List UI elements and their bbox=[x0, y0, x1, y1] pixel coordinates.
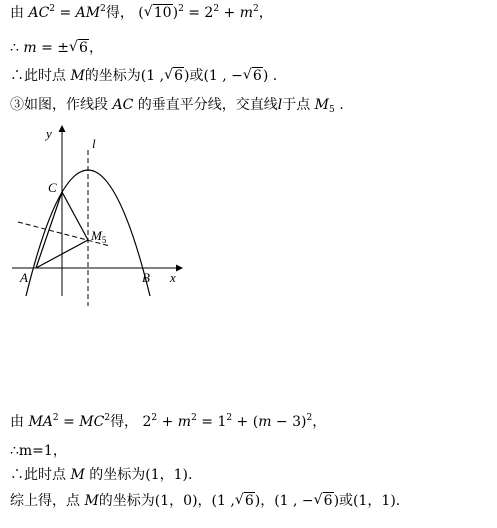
label-B: B bbox=[142, 270, 150, 285]
equation-line-5: 由 $MA^2 = MC^2$得， $2^2 + m^2 = 1^2 + (m - 3)^2$， bbox=[10, 413, 327, 430]
label-A: A bbox=[20, 270, 28, 285]
text-de: 得， bbox=[105, 5, 134, 21]
text-line-7: ∴此时点 M 的坐标为(1，1). bbox=[10, 467, 193, 483]
geometry-figure bbox=[8, 118, 193, 313]
label-C: C bbox=[48, 180, 57, 195]
label-y: y bbox=[46, 126, 52, 141]
label-x: x bbox=[170, 270, 176, 285]
text-line-6: ∴m=1， bbox=[10, 443, 67, 459]
equation-line-2: ∴ m = ±√ 6， bbox=[10, 39, 103, 57]
sqrt-10: √ 10 bbox=[144, 4, 173, 22]
text-line-4: ③如图，作线段 AC 的垂直平分线，交直线l于点 $M_5$ . bbox=[10, 97, 344, 115]
label-l: l bbox=[92, 136, 96, 151]
text-line-3: ∴此时点 M的坐标为(1 ,√ 6)或(1 , −√ 6) . bbox=[10, 67, 277, 85]
text-line-8: 综上得，点 M的坐标为(1，0)，(1 ,√ 6)，(1 , −√ 6)或(1，1). bbox=[10, 492, 400, 510]
sqrt-6: √ 6 bbox=[69, 39, 89, 57]
text-you: 由 bbox=[10, 5, 24, 21]
segment-CM5 bbox=[62, 192, 88, 240]
label-M5: $M_5$ bbox=[91, 228, 107, 245]
equation-line-1: 由 $AC^2 = AM^2$得， (√ $10)^2 = 2^2 + m^2$， bbox=[10, 4, 273, 22]
